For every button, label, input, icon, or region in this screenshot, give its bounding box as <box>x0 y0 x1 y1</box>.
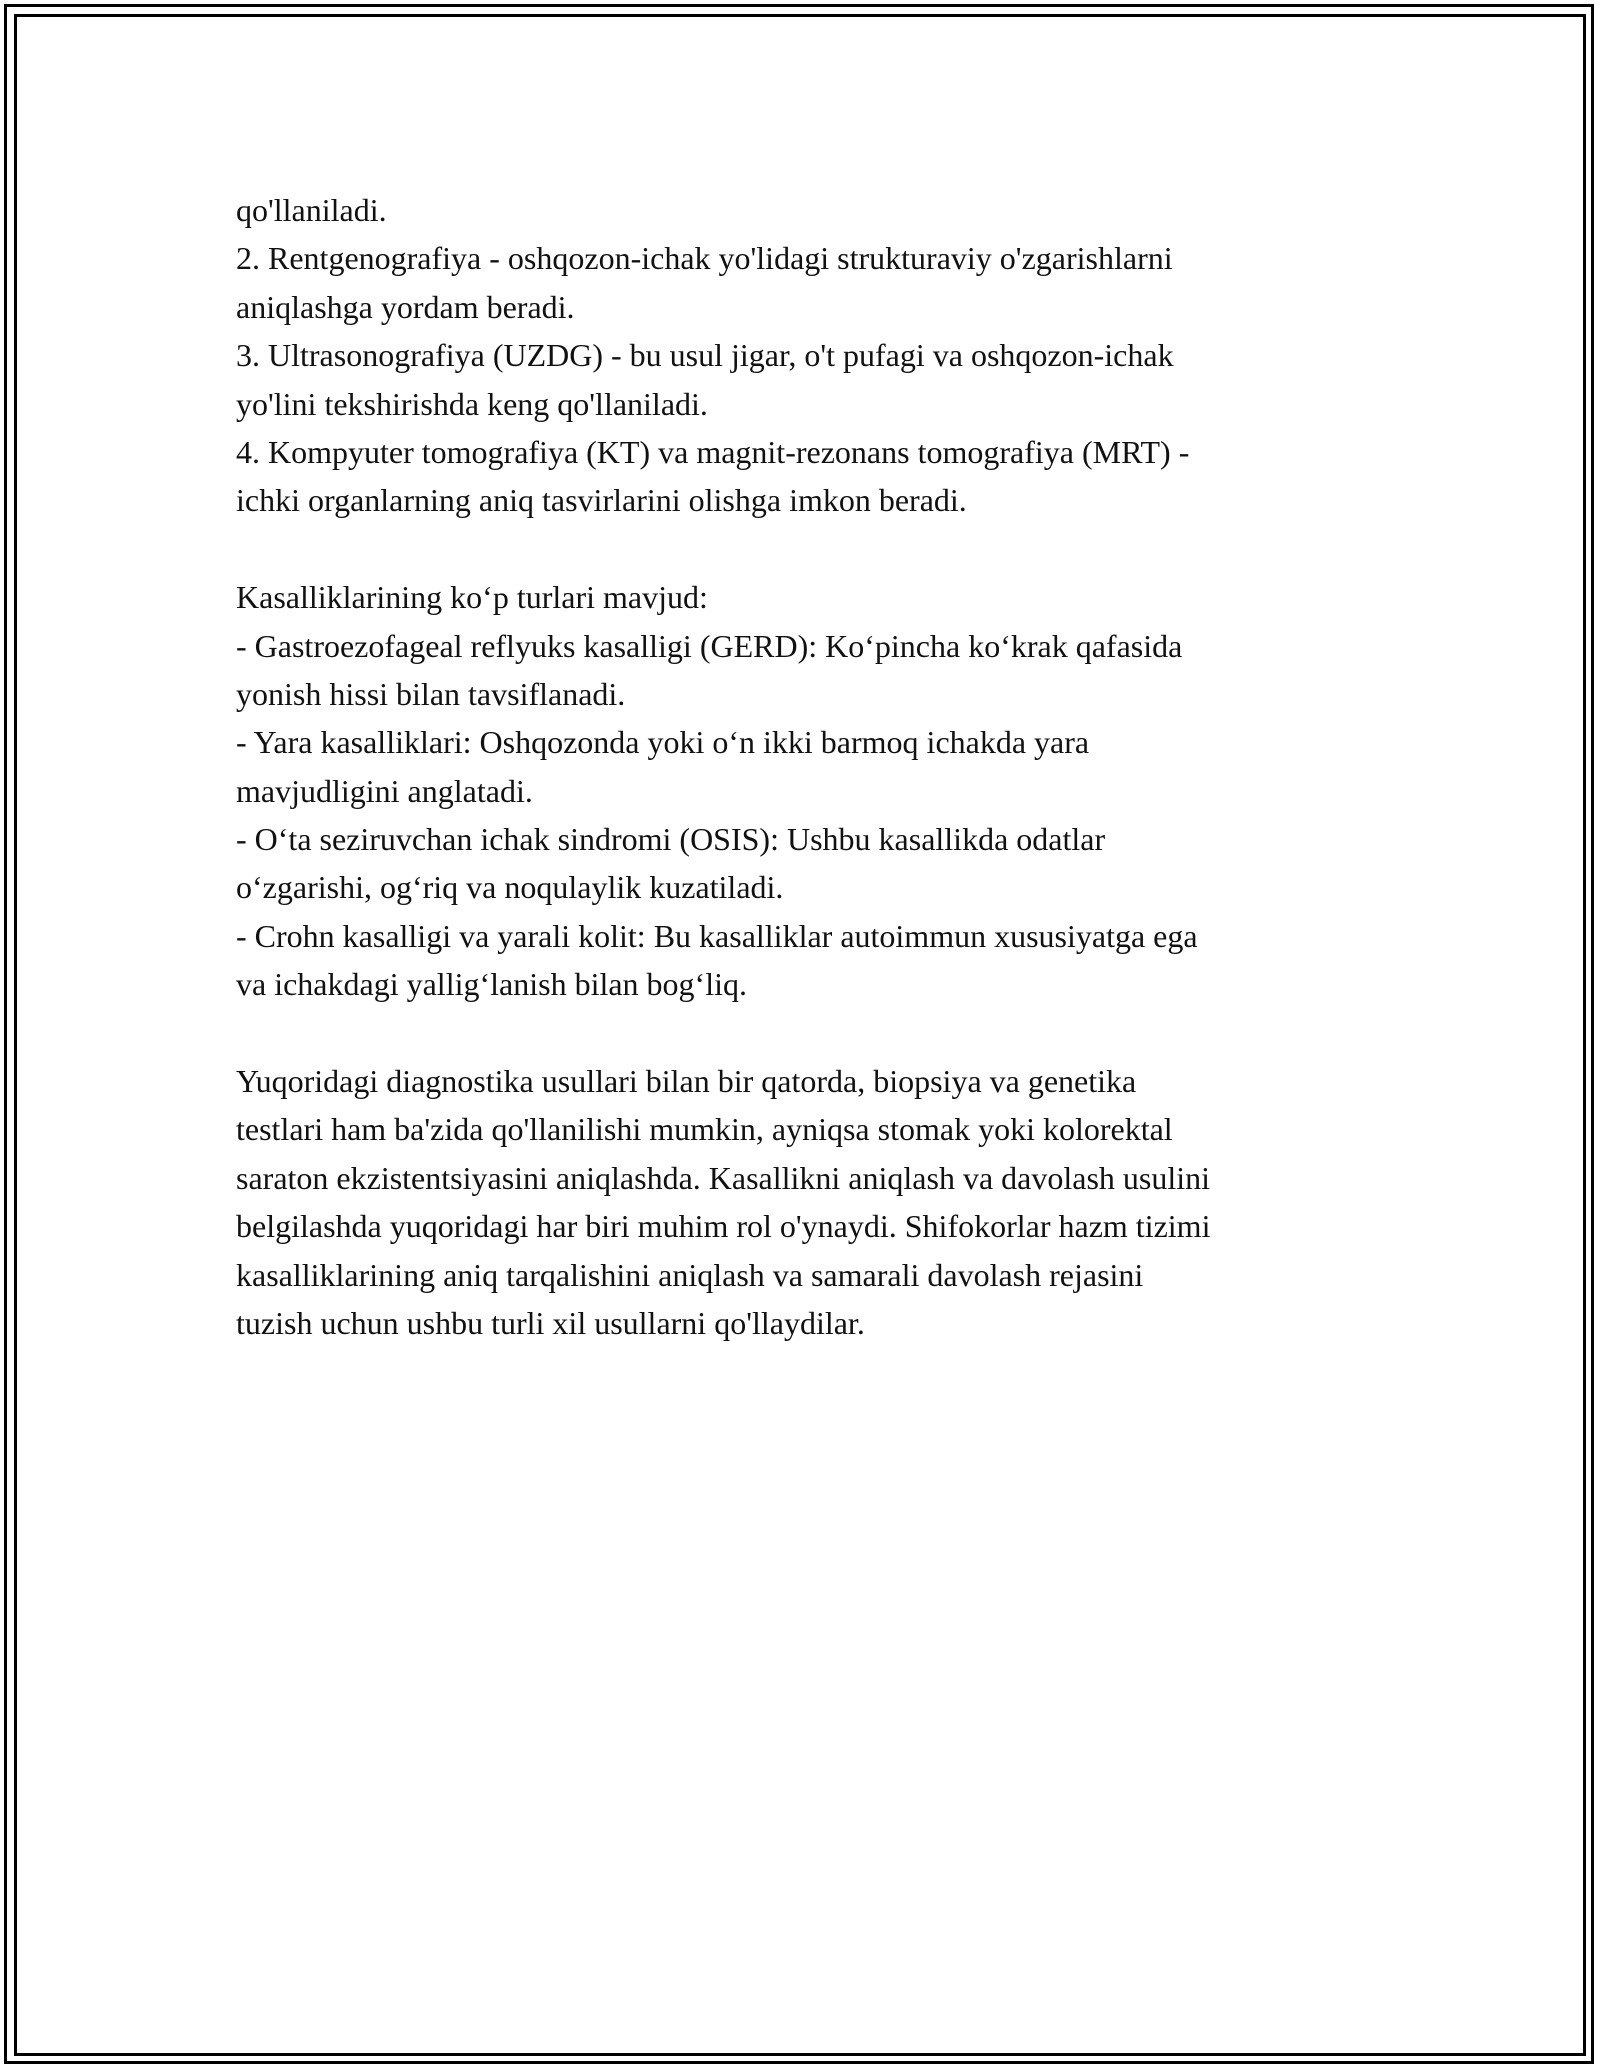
conclusion-paragraph <box>236 1057 1376 1347</box>
text-line: - Crohn kasalligi va yarali kolit: Bu kasalliklar autoimmun xususiyatga ega <box>236 917 1198 954</box>
paragraph-gap <box>236 1009 1376 1057</box>
text-line: Yuqoridagi diagnostika usullari bilan bir qatorda, biopsiya va genetika <box>236 1063 1137 1100</box>
text-line: yonish hissi bilan tavsiflanadi. <box>236 675 626 712</box>
text-line: Kasalliklarining koʻp turlari mavjud: <box>236 579 708 616</box>
paragraph-gap <box>236 525 1376 573</box>
text-line: aniqlashga yordam beradi. <box>236 288 575 325</box>
text-line: oʻzgarishi, ogʻriq va noqulaylik kuzatiladi. <box>236 869 784 906</box>
text-line: kasalliklarining aniq tarqalishini aniqlash va samarali davolash rejasini <box>236 1256 1144 1293</box>
text-line: belgilashda yuqoridagi har biri muhim rol o'ynaydi. Shifokorlar hazm tizimi <box>236 1208 1211 1245</box>
text-line: saraton ekzistentsiyasini aniqlashda. Kasallikni aniqlash va davolash usulini <box>236 1159 1211 1196</box>
text-line: ichki organlarning aniq tasvirlarini olishga imkon beradi. <box>236 482 967 519</box>
text-line: qo'llaniladi. <box>236 192 387 228</box>
text-line: 4. Kompyuter tomografiya (KT) va magnit-rezonans tomografiya (MRT) - <box>236 433 1190 470</box>
disease-types-paragraph <box>236 573 1376 1009</box>
diagnostic-methods-paragraph <box>236 186 1376 525</box>
text-line: - Gastroezofageal reflyuks kasalligi (GERD): Koʻpincha koʻkrak qafasida <box>236 627 1183 664</box>
text-line: 3. Ultrasonografiya (UZDG) - bu usul jigar, o't pufagi va oshqozon-ichak <box>236 337 1174 374</box>
text-line: testlari ham ba'zida qo'llanilishi mumkin, ayniqsa stomak yoki kolorektal <box>236 1111 1173 1148</box>
text-line: mavjudligini anglatadi. <box>236 772 533 809</box>
text-line: tuzish uchun ushbu turli xil usullarni qo'llaydilar. <box>236 1304 865 1341</box>
text-line: - Oʻta seziruvchan ichak sindromi (OSIS): Ushbu kasallikda odatlar <box>236 821 1106 858</box>
text-line: 2. Rentgenografiya - oshqozon-ichak yo'lidagi strukturaviy o'zgarishlarni <box>236 240 1173 277</box>
text-line: va ichakdagi yalligʻlanish bilan bogʻliq. <box>236 966 747 1003</box>
text-line: - Yara kasalliklari: Oshqozonda yoki oʻn ikki barmoq ichakda yara <box>236 724 1090 761</box>
document-body <box>236 186 1376 1347</box>
text-line: yo'lini tekshirishda keng qo'llaniladi. <box>236 385 708 422</box>
